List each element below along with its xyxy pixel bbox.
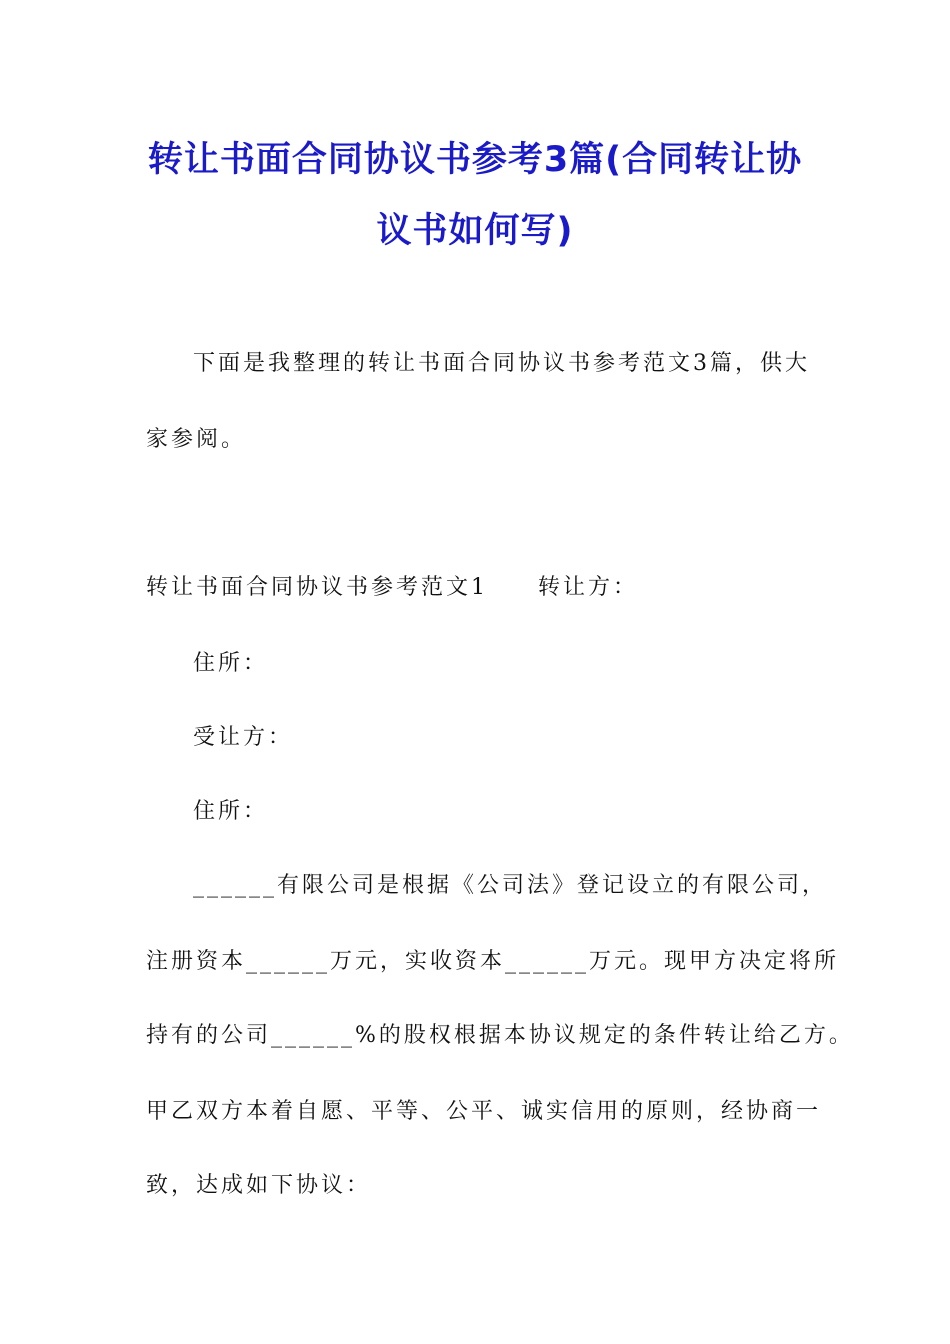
transferor-address-label: 住所： [193, 651, 269, 676]
intro-line-2: 家参阅。 [146, 427, 247, 452]
transferor-label: 转让方： [538, 575, 639, 600]
body-line-2: 注册资本______万元，实收资本______万元。现甲方决定将所 [146, 949, 840, 974]
transferee-label: 受让方： [193, 725, 294, 750]
section-1-heading-row [146, 570, 638, 601]
body-line-5: 致，达成如下协议： [146, 1173, 372, 1198]
section-1-heading: 转让书面合同协议书参考范文1 [146, 575, 488, 600]
body-line-4: 甲乙双方本着自愿、平等、公平、诚实信用的原则，经协商一 [146, 1099, 822, 1124]
body-line-3: 持有的公司______%的股权根据本协议规定的条件转让给乙方。 [146, 1023, 854, 1048]
transferee-address-label: 住所： [193, 799, 269, 824]
document-title-line-1: 转让书面合同协议书参考3篇(合同转让协 [147, 140, 803, 180]
document-title-line-2: 议书如何写) [376, 211, 574, 251]
body-line-1: ______有限公司是根据《公司法》登记设立的有限公司， [193, 873, 828, 898]
intro-line-1: 下面是我整理的转让书面合同协议书参考范文3篇，供大 [193, 351, 810, 376]
